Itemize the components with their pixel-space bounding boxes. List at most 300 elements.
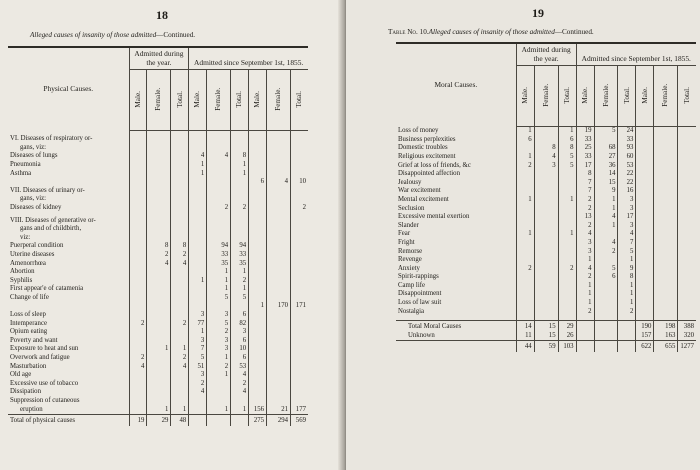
cell-value bbox=[654, 299, 678, 308]
cell-value: 1 bbox=[516, 230, 534, 239]
cell-value bbox=[171, 380, 189, 389]
cell-value bbox=[207, 415, 231, 426]
cell-value bbox=[636, 273, 654, 282]
table-row bbox=[396, 256, 696, 265]
cell-value bbox=[558, 290, 576, 299]
cell-value bbox=[678, 144, 696, 153]
row-label: Suppression of cutaneous bbox=[10, 397, 80, 404]
cell-value: 3 bbox=[189, 371, 207, 380]
cell-value bbox=[636, 136, 654, 145]
subcolumn-header: Female. bbox=[267, 70, 291, 131]
cell-value bbox=[291, 337, 308, 346]
page-number: 19 bbox=[532, 6, 544, 20]
cell-value: 2 bbox=[171, 251, 189, 260]
table-row bbox=[8, 217, 308, 226]
cell-value: 2 bbox=[576, 205, 594, 214]
table-row bbox=[8, 225, 308, 234]
cell-value bbox=[576, 332, 594, 341]
cell-value bbox=[678, 248, 696, 257]
cell-value: 655 bbox=[654, 341, 678, 352]
right-page bbox=[346, 0, 700, 470]
row-label: Uterine diseases bbox=[10, 250, 55, 258]
cell-value bbox=[171, 285, 189, 294]
cell-value bbox=[129, 195, 147, 204]
cell-value bbox=[207, 178, 231, 187]
cell-value: 14 bbox=[594, 170, 618, 179]
cell-value bbox=[129, 371, 147, 380]
cell-value bbox=[516, 299, 534, 308]
cell-value: 19 bbox=[129, 415, 147, 426]
row-label: gans, viz: bbox=[20, 195, 47, 203]
table-row bbox=[396, 341, 696, 352]
cell-value bbox=[171, 311, 189, 320]
cell-value: 1 bbox=[594, 222, 618, 231]
cell-value bbox=[267, 161, 291, 170]
cell-value bbox=[558, 308, 576, 317]
cell-value bbox=[636, 290, 654, 299]
cell-value: 21 bbox=[267, 406, 291, 415]
table-row bbox=[396, 205, 696, 214]
cell-value bbox=[171, 187, 189, 196]
cell-value: 1 bbox=[231, 268, 249, 277]
row-label: Loss of money bbox=[398, 127, 439, 135]
cell-value: 22 bbox=[618, 170, 636, 179]
table-row bbox=[396, 230, 696, 239]
cell-value bbox=[558, 248, 576, 257]
cell-value bbox=[654, 230, 678, 239]
cell-value bbox=[534, 196, 558, 205]
cell-value bbox=[654, 248, 678, 257]
cell-value bbox=[171, 152, 189, 161]
cell-value bbox=[654, 256, 678, 265]
cell-value bbox=[291, 345, 308, 354]
cell-value bbox=[594, 332, 618, 341]
cell-value: 1 bbox=[189, 328, 207, 337]
cell-value: 4 bbox=[231, 388, 249, 397]
cell-value: 163 bbox=[654, 332, 678, 341]
cell-value bbox=[147, 204, 171, 213]
row-label: Masturbation bbox=[10, 362, 47, 370]
cell-value bbox=[516, 282, 534, 291]
cell-value bbox=[189, 234, 207, 243]
cell-value bbox=[636, 265, 654, 274]
cell-value bbox=[171, 204, 189, 213]
table-row bbox=[8, 187, 308, 196]
row-label: Change of life bbox=[10, 293, 49, 301]
cell-value bbox=[147, 217, 171, 226]
cell-value: 1 bbox=[231, 406, 249, 415]
cell-value: 35 bbox=[231, 260, 249, 269]
column-group-year: Admitted during the year. bbox=[516, 43, 576, 66]
cell-value bbox=[654, 290, 678, 299]
cell-value: 8 bbox=[171, 242, 189, 251]
cell-value bbox=[558, 273, 576, 282]
cell-value bbox=[189, 242, 207, 251]
cell-value bbox=[534, 290, 558, 299]
cell-value: 8 bbox=[576, 170, 594, 179]
table-row bbox=[396, 222, 696, 231]
row-label: Disappointed affection bbox=[398, 170, 460, 178]
row-label: Slander bbox=[398, 221, 419, 229]
cell-value bbox=[147, 187, 171, 196]
cell-value: 2 bbox=[129, 354, 147, 363]
table-row bbox=[8, 260, 308, 269]
row-label: Total of physical causes bbox=[8, 415, 129, 426]
cell-value: 2 bbox=[171, 354, 189, 363]
cell-value bbox=[267, 345, 291, 354]
cell-value: 2 bbox=[147, 251, 171, 260]
cell-value: 6 bbox=[594, 273, 618, 282]
cell-value bbox=[147, 354, 171, 363]
row-label: Seclusion bbox=[398, 204, 425, 212]
cell-value bbox=[129, 187, 147, 196]
cell-value bbox=[129, 152, 147, 161]
row-label: Dissipation bbox=[10, 388, 41, 396]
cell-value bbox=[558, 213, 576, 222]
cell-value: 2 bbox=[291, 204, 308, 213]
cell-value bbox=[249, 260, 267, 269]
cell-value bbox=[147, 268, 171, 277]
cell-value bbox=[249, 397, 267, 406]
cell-value bbox=[189, 251, 207, 260]
cell-value: 53 bbox=[618, 162, 636, 171]
cell-value bbox=[594, 256, 618, 265]
cell-value bbox=[636, 153, 654, 162]
cell-value: 7 bbox=[576, 187, 594, 196]
table-row bbox=[8, 152, 308, 161]
cell-value: 622 bbox=[636, 341, 654, 352]
cell-value bbox=[147, 178, 171, 187]
cell-value bbox=[678, 162, 696, 171]
cell-value: 1 bbox=[147, 406, 171, 415]
cell-value: 2 bbox=[516, 265, 534, 274]
cell-value bbox=[291, 260, 308, 269]
cell-value bbox=[594, 290, 618, 299]
cell-value bbox=[129, 234, 147, 243]
cell-value bbox=[147, 371, 171, 380]
cell-value: 2 bbox=[207, 328, 231, 337]
cell-value bbox=[267, 260, 291, 269]
cell-value bbox=[147, 161, 171, 170]
cell-value bbox=[207, 161, 231, 170]
cell-value: 4 bbox=[594, 239, 618, 248]
row-label: Excessive mental exertion bbox=[398, 213, 470, 221]
cell-value bbox=[147, 397, 171, 406]
cell-value: 4 bbox=[189, 388, 207, 397]
cell-value: 3 bbox=[618, 222, 636, 231]
table-caption: Table No. 10.Alleged causes of insanity of those admitted—Continued. bbox=[388, 28, 594, 36]
cell-value: 33 bbox=[576, 136, 594, 145]
cell-value: 2 bbox=[576, 308, 594, 317]
subcolumn-header: Total. bbox=[618, 66, 636, 127]
cell-value: 6 bbox=[249, 178, 267, 187]
cell-value bbox=[249, 195, 267, 204]
cell-value: 1 bbox=[207, 406, 231, 415]
cell-value bbox=[267, 354, 291, 363]
cell-value: 569 bbox=[291, 415, 308, 426]
cell-value bbox=[636, 205, 654, 214]
cell-value bbox=[678, 273, 696, 282]
cell-value bbox=[534, 222, 558, 231]
cell-value bbox=[654, 273, 678, 282]
table-row bbox=[396, 170, 696, 179]
cell-value: 320 bbox=[678, 332, 696, 341]
cell-value bbox=[129, 294, 147, 303]
cell-value bbox=[207, 144, 231, 153]
cell-value bbox=[171, 294, 189, 303]
subcolumn-header: Female. bbox=[594, 66, 618, 127]
table-row bbox=[8, 311, 308, 320]
cell-value bbox=[534, 136, 558, 145]
left-page bbox=[0, 0, 344, 470]
row-label: Opium eating bbox=[10, 328, 48, 336]
table-row bbox=[8, 277, 308, 286]
cell-value bbox=[291, 277, 308, 286]
cell-value bbox=[291, 380, 308, 389]
cell-value bbox=[636, 213, 654, 222]
cell-value: 1 bbox=[594, 196, 618, 205]
cell-value bbox=[249, 337, 267, 346]
cell-value bbox=[678, 136, 696, 145]
row-label: Amenorrhœa bbox=[10, 259, 46, 267]
cell-value: 2 bbox=[558, 265, 576, 274]
cell-value bbox=[267, 187, 291, 196]
cell-value bbox=[249, 152, 267, 161]
cell-value bbox=[171, 195, 189, 204]
cell-value bbox=[267, 380, 291, 389]
cell-value bbox=[534, 213, 558, 222]
cell-value bbox=[189, 144, 207, 153]
cell-value bbox=[249, 251, 267, 260]
cell-value bbox=[516, 144, 534, 153]
cell-value bbox=[267, 152, 291, 161]
cell-value: 3 bbox=[618, 196, 636, 205]
cell-value: 1 bbox=[171, 406, 189, 415]
cell-value bbox=[207, 217, 231, 226]
cell-value bbox=[291, 135, 308, 144]
table-row bbox=[8, 328, 308, 337]
table-row bbox=[8, 406, 308, 415]
cell-value bbox=[231, 144, 249, 153]
cell-value bbox=[249, 234, 267, 243]
cell-value bbox=[678, 187, 696, 196]
cell-value bbox=[171, 277, 189, 286]
cell-value: 7 bbox=[618, 239, 636, 248]
cell-value bbox=[207, 187, 231, 196]
cell-value bbox=[534, 187, 558, 196]
cell-value bbox=[129, 406, 147, 415]
cell-value bbox=[189, 406, 207, 415]
cell-value: 15 bbox=[594, 179, 618, 188]
cell-value: 8 bbox=[147, 242, 171, 251]
cell-value bbox=[231, 217, 249, 226]
cell-value: 8 bbox=[534, 144, 558, 153]
table-row bbox=[396, 248, 696, 257]
column-group-year: Admitted during the year. bbox=[129, 47, 189, 70]
cell-value bbox=[594, 299, 618, 308]
cell-value: 36 bbox=[594, 162, 618, 171]
cell-value bbox=[534, 308, 558, 317]
cell-value: 59 bbox=[534, 341, 558, 352]
cell-value bbox=[249, 388, 267, 397]
row-label: Puerperal condition bbox=[10, 242, 64, 250]
cell-value bbox=[189, 302, 207, 311]
row-label: VI. Diseases of respiratory or- bbox=[10, 135, 93, 143]
cell-value: 1 bbox=[576, 299, 594, 308]
cell-value: 4 bbox=[231, 371, 249, 380]
row-label: Pneumonia bbox=[10, 160, 41, 168]
cell-value bbox=[636, 239, 654, 248]
cell-value bbox=[594, 321, 618, 332]
cell-value bbox=[558, 170, 576, 179]
cell-value bbox=[654, 187, 678, 196]
table-row bbox=[396, 162, 696, 171]
cell-value bbox=[129, 397, 147, 406]
cell-value bbox=[129, 277, 147, 286]
row-label: Syphilis bbox=[10, 276, 33, 284]
table-row bbox=[8, 170, 308, 179]
cell-value: 3 bbox=[534, 162, 558, 171]
subcolumn-header: Female. bbox=[147, 70, 171, 131]
cell-value bbox=[516, 170, 534, 179]
cell-value bbox=[291, 285, 308, 294]
cell-value bbox=[267, 225, 291, 234]
cell-value bbox=[558, 205, 576, 214]
cell-value bbox=[654, 222, 678, 231]
cell-value bbox=[189, 204, 207, 213]
table-row bbox=[396, 265, 696, 274]
cell-value bbox=[678, 299, 696, 308]
cell-value: 10 bbox=[231, 345, 249, 354]
cell-value: 2 bbox=[231, 380, 249, 389]
cell-value bbox=[534, 205, 558, 214]
cell-value: 35 bbox=[207, 260, 231, 269]
cell-value bbox=[654, 153, 678, 162]
cell-value bbox=[147, 320, 171, 329]
subcolumn-header: Total. bbox=[291, 70, 308, 131]
cell-value bbox=[129, 161, 147, 170]
cell-value: 2 bbox=[207, 204, 231, 213]
row-label: VIII. Diseases of generative or- bbox=[10, 216, 96, 224]
cell-value: 2 bbox=[618, 308, 636, 317]
table-row bbox=[8, 345, 308, 354]
cell-value bbox=[654, 196, 678, 205]
row-label: Grief at loss of friends, &c bbox=[398, 161, 471, 169]
cell-value bbox=[129, 302, 147, 311]
row-label: gans, viz: bbox=[20, 143, 47, 151]
cell-value: 1 bbox=[231, 161, 249, 170]
cell-value bbox=[654, 308, 678, 317]
cell-value bbox=[267, 217, 291, 226]
cell-value: 5 bbox=[558, 153, 576, 162]
cell-value bbox=[516, 222, 534, 231]
cell-value: 4 bbox=[171, 260, 189, 269]
cell-value bbox=[678, 196, 696, 205]
row-label: Poverty and want bbox=[10, 336, 58, 344]
cell-value: 2 bbox=[231, 277, 249, 286]
cell-value: 1 bbox=[618, 299, 636, 308]
cell-value: 1 bbox=[618, 282, 636, 291]
cell-value bbox=[147, 380, 171, 389]
cell-value bbox=[678, 239, 696, 248]
cell-value: 33 bbox=[231, 251, 249, 260]
cell-value bbox=[171, 234, 189, 243]
cell-value: 26 bbox=[558, 332, 576, 341]
cell-value bbox=[291, 251, 308, 260]
cell-value: 3 bbox=[231, 328, 249, 337]
cell-value bbox=[189, 268, 207, 277]
row-label: Diseases of lungs bbox=[10, 152, 58, 160]
cell-value bbox=[291, 397, 308, 406]
cell-value: 1277 bbox=[678, 341, 696, 352]
cell-value bbox=[171, 144, 189, 153]
row-label: Camp life bbox=[398, 281, 425, 289]
cell-value bbox=[267, 251, 291, 260]
table-row bbox=[396, 282, 696, 291]
cell-value bbox=[267, 294, 291, 303]
cell-value bbox=[171, 135, 189, 144]
cell-value bbox=[516, 248, 534, 257]
table-row bbox=[8, 285, 308, 294]
cell-value bbox=[129, 268, 147, 277]
cell-value: 4 bbox=[147, 260, 171, 269]
cell-value bbox=[558, 256, 576, 265]
cell-value bbox=[129, 135, 147, 144]
row-label: Loss of law suit bbox=[398, 299, 442, 307]
cell-value: 1 bbox=[576, 282, 594, 291]
row-label: Overwork and fatigue bbox=[10, 354, 70, 362]
table-row bbox=[396, 332, 696, 341]
cell-value bbox=[291, 170, 308, 179]
cell-value bbox=[291, 225, 308, 234]
cell-value: 1 bbox=[576, 256, 594, 265]
cell-value bbox=[249, 363, 267, 372]
column-header-cause: Moral Causes. bbox=[396, 43, 516, 127]
cell-value: 4 bbox=[207, 152, 231, 161]
cell-value bbox=[189, 187, 207, 196]
cell-value bbox=[129, 225, 147, 234]
table-row bbox=[8, 135, 308, 144]
cell-value bbox=[618, 332, 636, 341]
subcolumn-header: Male. bbox=[636, 66, 654, 127]
cell-value: 60 bbox=[618, 153, 636, 162]
cell-value: 2 bbox=[576, 196, 594, 205]
column-header-cause: Physical Causes. bbox=[8, 47, 129, 131]
subcolumn-header: Female. bbox=[654, 66, 678, 127]
row-label: Intemperance bbox=[10, 319, 47, 327]
cell-value: 6 bbox=[231, 354, 249, 363]
cell-value bbox=[147, 294, 171, 303]
cell-value bbox=[249, 204, 267, 213]
cell-value bbox=[267, 285, 291, 294]
cell-value bbox=[171, 268, 189, 277]
cell-value bbox=[171, 337, 189, 346]
cell-value: 1 bbox=[231, 170, 249, 179]
row-label: VII. Diseases of urinary or- bbox=[10, 186, 85, 194]
cell-value: 22 bbox=[618, 179, 636, 188]
cell-value bbox=[558, 222, 576, 231]
cell-value: 4 bbox=[576, 265, 594, 274]
cell-value bbox=[594, 282, 618, 291]
cell-value: 3 bbox=[576, 248, 594, 257]
cell-value bbox=[147, 285, 171, 294]
cell-value bbox=[171, 217, 189, 226]
cell-value: 3 bbox=[618, 205, 636, 214]
table-row bbox=[396, 153, 696, 162]
cell-value bbox=[249, 268, 267, 277]
cell-value bbox=[291, 152, 308, 161]
cell-value bbox=[129, 170, 147, 179]
